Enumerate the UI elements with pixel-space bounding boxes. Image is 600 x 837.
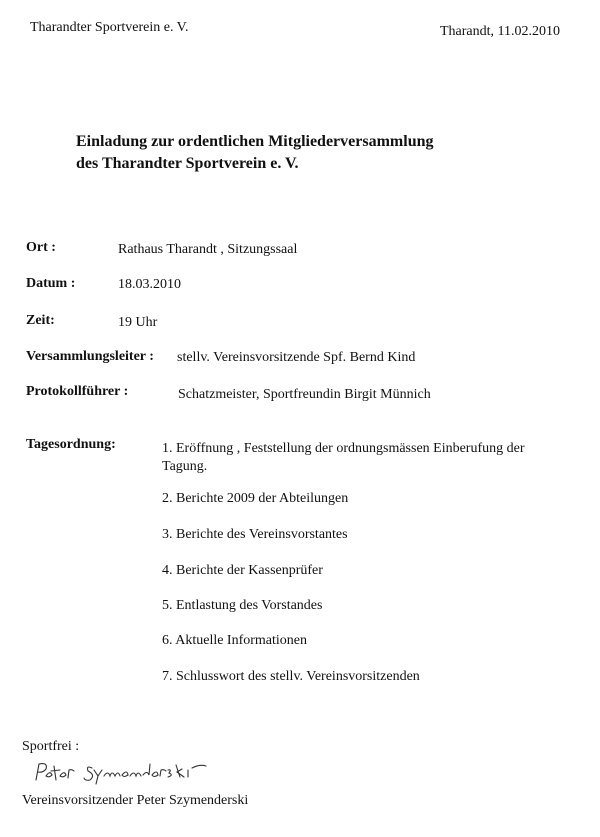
agenda-item: 1. Eröffnung , Feststellung der ordnungsmässen Einberufung der Tagung. (162, 441, 525, 474)
agenda-item: 4. Berichte der Kassenprüfer (162, 563, 323, 578)
agenda-item: 2. Berichte 2009 der Abteilungen (162, 491, 349, 506)
minutes-keeper-label: Protokollführer : (26, 384, 129, 399)
document-title-line-2: des Tharandter Sportverein e. V. (76, 155, 299, 172)
date-label: Datum : (26, 276, 76, 291)
organization-name: Tharandter Sportverein e. V. (30, 20, 189, 35)
agenda-item: 7. Schlusswort des stellv. Vereinsvorsitzenden (162, 669, 420, 684)
chair-label: Versammlungsleiter : (26, 349, 154, 364)
date-value: 18.03.2010 (118, 277, 181, 292)
agenda-item: 5. Entlastung des Vorstandes (162, 598, 323, 613)
agenda-label: Tagesordnung: (26, 437, 116, 452)
minutes-keeper-value: Schatzmeister, Sportfreundin Birgit Münnich (178, 387, 431, 402)
handwritten-signature (30, 758, 210, 788)
time-value: 19 Uhr (118, 315, 158, 330)
agenda-item: 3. Berichte des Vereinsvorstantes (162, 527, 348, 542)
agenda-item: 6. Aktuelle Informationen (162, 633, 308, 648)
chair-value: stellv. Vereinsvorsitzende Spf. Bernd Kind (177, 350, 416, 365)
place-and-date: Tharandt, 11.02.2010 (440, 24, 561, 39)
signer-name: Vereinsvorsitzender Peter Szymenderski (22, 793, 249, 808)
location-label: Ort : (26, 240, 56, 255)
closing-greeting: Sportfrei : (22, 739, 80, 754)
location-value: Rathaus Tharandt , Sitzungssaal (118, 242, 298, 257)
document-title-line-1: Einladung zur ordentlichen Mitgliederversammlung (76, 133, 434, 150)
time-label: Zeit: (26, 313, 55, 328)
